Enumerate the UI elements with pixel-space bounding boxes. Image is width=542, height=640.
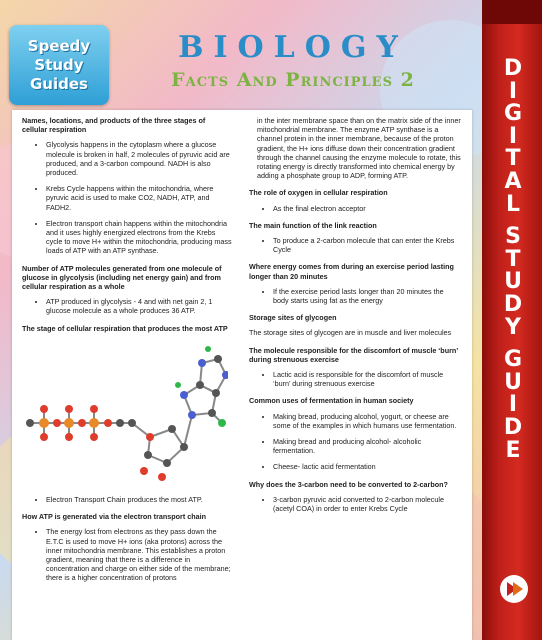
spine-letter: U <box>504 369 522 395</box>
list-item: • As the final electron acceptor <box>273 204 461 213</box>
logo-line-3: Guides <box>30 74 88 93</box>
section-heading: Names, locations, and products of the three stages of cellular respiration <box>22 116 206 135</box>
spine-letter: E <box>505 437 521 463</box>
list-item: • ATP produced in glycolysis - 4 and with net gain 2, 1 glucose molecule as a whole produces 36 ATP. <box>46 297 232 315</box>
content-page <box>12 110 472 640</box>
list-item: • Making bread, producing alcohol, yogurt, or cheese are some of the examples in which humans use fermentation. <box>273 412 461 430</box>
list-item: • Lactic acid is responsible for the discomfort of muscle ‘burn’ during strenuous exercise <box>273 370 461 388</box>
list-item: • Cheese- lactic acid fermentation <box>273 462 461 471</box>
bullet-list <box>249 370 461 388</box>
section-heading: Storage sites of glycogen <box>249 313 337 323</box>
bullet-list <box>249 287 461 305</box>
arrow-logo-icon <box>500 575 528 603</box>
spine-letter: Y <box>505 314 521 340</box>
bullet-list <box>249 412 461 472</box>
spine-top-flap <box>482 0 542 24</box>
left-column <box>22 116 232 591</box>
section-heading: Why does the 3-carbon need to be converted to 2-carbon? <box>249 479 448 489</box>
spine-letter: I <box>508 78 518 104</box>
list-item: • 3-carbon pyruvic acid converted to 2-carbon molecule (acetyl COA) in order to enter Krebs Cycle <box>273 495 461 513</box>
section-heading: Where energy comes from during an exercise period lasting longer than 20 minutes <box>249 262 454 281</box>
spine-letter: U <box>504 269 522 295</box>
book-title <box>118 30 468 91</box>
list-item: • Electron transport chain happens within the mitochondria and it uses highly energized electrons from the Krebs cycle to move H+ within the mitochondria, producing mass loads of ATP with an ATP synthase. <box>46 219 232 256</box>
spine-letter: I <box>508 123 518 149</box>
right-column <box>249 116 461 521</box>
bullet-list <box>249 495 461 513</box>
speedy-study-guides-logo <box>9 25 109 105</box>
section-heading: The main function of the link reaction <box>249 220 377 230</box>
bullet-list <box>22 527 232 582</box>
title-sub: Facts And Principles 2 <box>171 69 415 91</box>
title-main: BIOLOGY <box>178 30 408 65</box>
section-heading: The role of oxygen in cellular respiration <box>249 188 388 198</box>
list-item: • Glycolysis happens in the cytoplasm where a glucose molecule is broken in half, 2 molecules of pyruvic acid are produced, and a 3-carbon compound. NADH is also produced. <box>46 140 232 177</box>
spine-letter: D <box>503 56 523 81</box>
bullet-list <box>249 236 461 254</box>
bullet-list <box>22 140 232 255</box>
list-item: • If the exercise period lasts longer than 20 minutes the body starts using fat as the energy <box>273 287 461 305</box>
spine-title <box>488 58 538 462</box>
bullet-list <box>22 495 232 504</box>
logo-line-1: Speedy <box>27 36 91 55</box>
spine-letter: L <box>505 191 521 217</box>
section-heading: Number of ATP molecules generated from one molecule of glucose in glycolysis (including net energy gain) and from cellular respiration as a whole <box>22 263 222 292</box>
list-item: • The energy lost from electrons as they pass down the E.T.C is used to move H+ ions (aka protons) across the inner mitochondria membrane. This establishes a proton gradient, meaning that there is a difference in concentration and charge on either side of the membrane; there is a higher concentration of protons <box>46 527 232 582</box>
section-heading: How ATP is generated via the electron transport chain <box>22 512 206 522</box>
atp-molecule-diagram <box>22 345 228 485</box>
spine-letter: D <box>503 291 523 317</box>
spine-letter: G <box>503 347 523 373</box>
logo-line-2: Study <box>34 55 84 74</box>
spine-letter: S <box>505 224 521 250</box>
section-heading: The molecule responsible for the discomfort of muscle ‘burn’ during strenuous exercise <box>249 345 458 364</box>
list-item: • To produce a 2-carbon molecule that can enter the Krebs Cycle <box>273 236 461 254</box>
spine-letter: D <box>503 414 523 440</box>
paragraph: The storage sites of glycogen are in muscle and liver molecules <box>249 328 452 338</box>
section-heading: The stage of cellular respiration that produces the most ATP <box>22 323 228 333</box>
spine-letter: T <box>505 146 521 172</box>
list-item: • Krebs Cycle happens within the mitochondria, where pyruvic acid is used to make CO2, NADH, ATP, and FADH2. <box>46 184 232 212</box>
continued-paragraph: in the inter membrane space than on the matrix side of the inner mitochondrial membrane. The enzyme ATP synthase is a channel protein in the inner membrane, because of the proton gradient, the H+ ions diffuse down their concentration gradient through the channel causing the enzyme molecule to rotate, this rotating energy is directly transformed into chemical energy by adding a phosphate group to ADP, forming ATP. <box>257 116 461 181</box>
spine-letter: I <box>508 392 518 418</box>
spine-letter: T <box>505 246 521 272</box>
list-item: • Making bread and producing alcohol- alcoholic fermentation. <box>273 437 461 455</box>
bullet-list <box>22 297 232 315</box>
spine-letter: A <box>504 168 522 194</box>
section-heading: Common uses of fermentation in human society <box>249 396 414 406</box>
spine-letter: G <box>503 101 523 127</box>
list-item: • Electron Transport Chain produces the most ATP. <box>46 495 232 504</box>
bullet-list <box>249 204 461 213</box>
